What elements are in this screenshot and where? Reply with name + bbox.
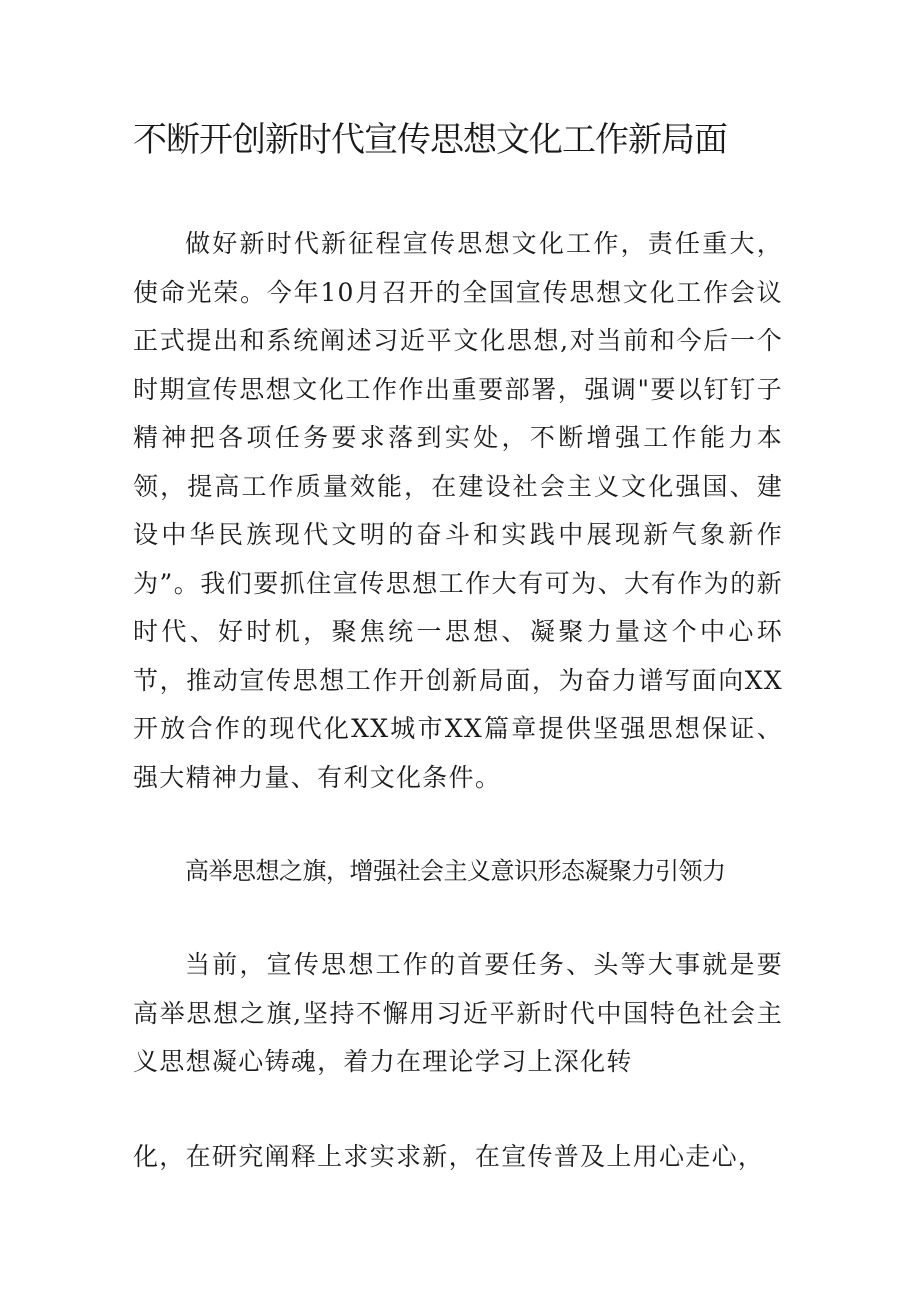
body-paragraph-intro: 做好新时代新征程宣传思想文化工作，责任重大，使命光荣。今年10月召开的全国宣传思想文化工作会议正式提出和系统阐述习近平文化思想,对当前和今后一个时期宣传思想文化工作作出重要部署，强调"要以钉钉子精神把各项任务要求落到实处，不断增强工作能力本领，提高工作质量效能，在建设社会主义文化强国、建设中华民族现代文明的奋斗和实践中展现新气象新作为”。我们要抓住宣传思想工作大有可为、大有作为的新时代、好时机，聚焦统一思想、凝聚力量这个中心环节，推动宣传思想工作开创新局面，为奋力谱写面向XX开放合作的现代化XX城市XX篇章提供坚强思想保证、强大精神力量、有利文化条件。 — [133, 229, 783, 792]
section-heading: 高举思想之旗，增强社会主义意识形态凝聚力引领力 — [185, 857, 726, 885]
body-paragraph-continued: 化，在研究阐释上求实求新，在宣传普及上用心走心， — [133, 1142, 765, 1171]
document-title: 不断开创新时代宣传思想文化工作新局面 — [133, 120, 727, 160]
body-paragraph-section: 当前，宣传思想工作的首要任务、头等大事就是要高举思想之旗,坚持不懈用习近平新时代中国特色社会主义思想凝心铸魂，着力在理论学习上深化转 — [133, 950, 783, 1076]
